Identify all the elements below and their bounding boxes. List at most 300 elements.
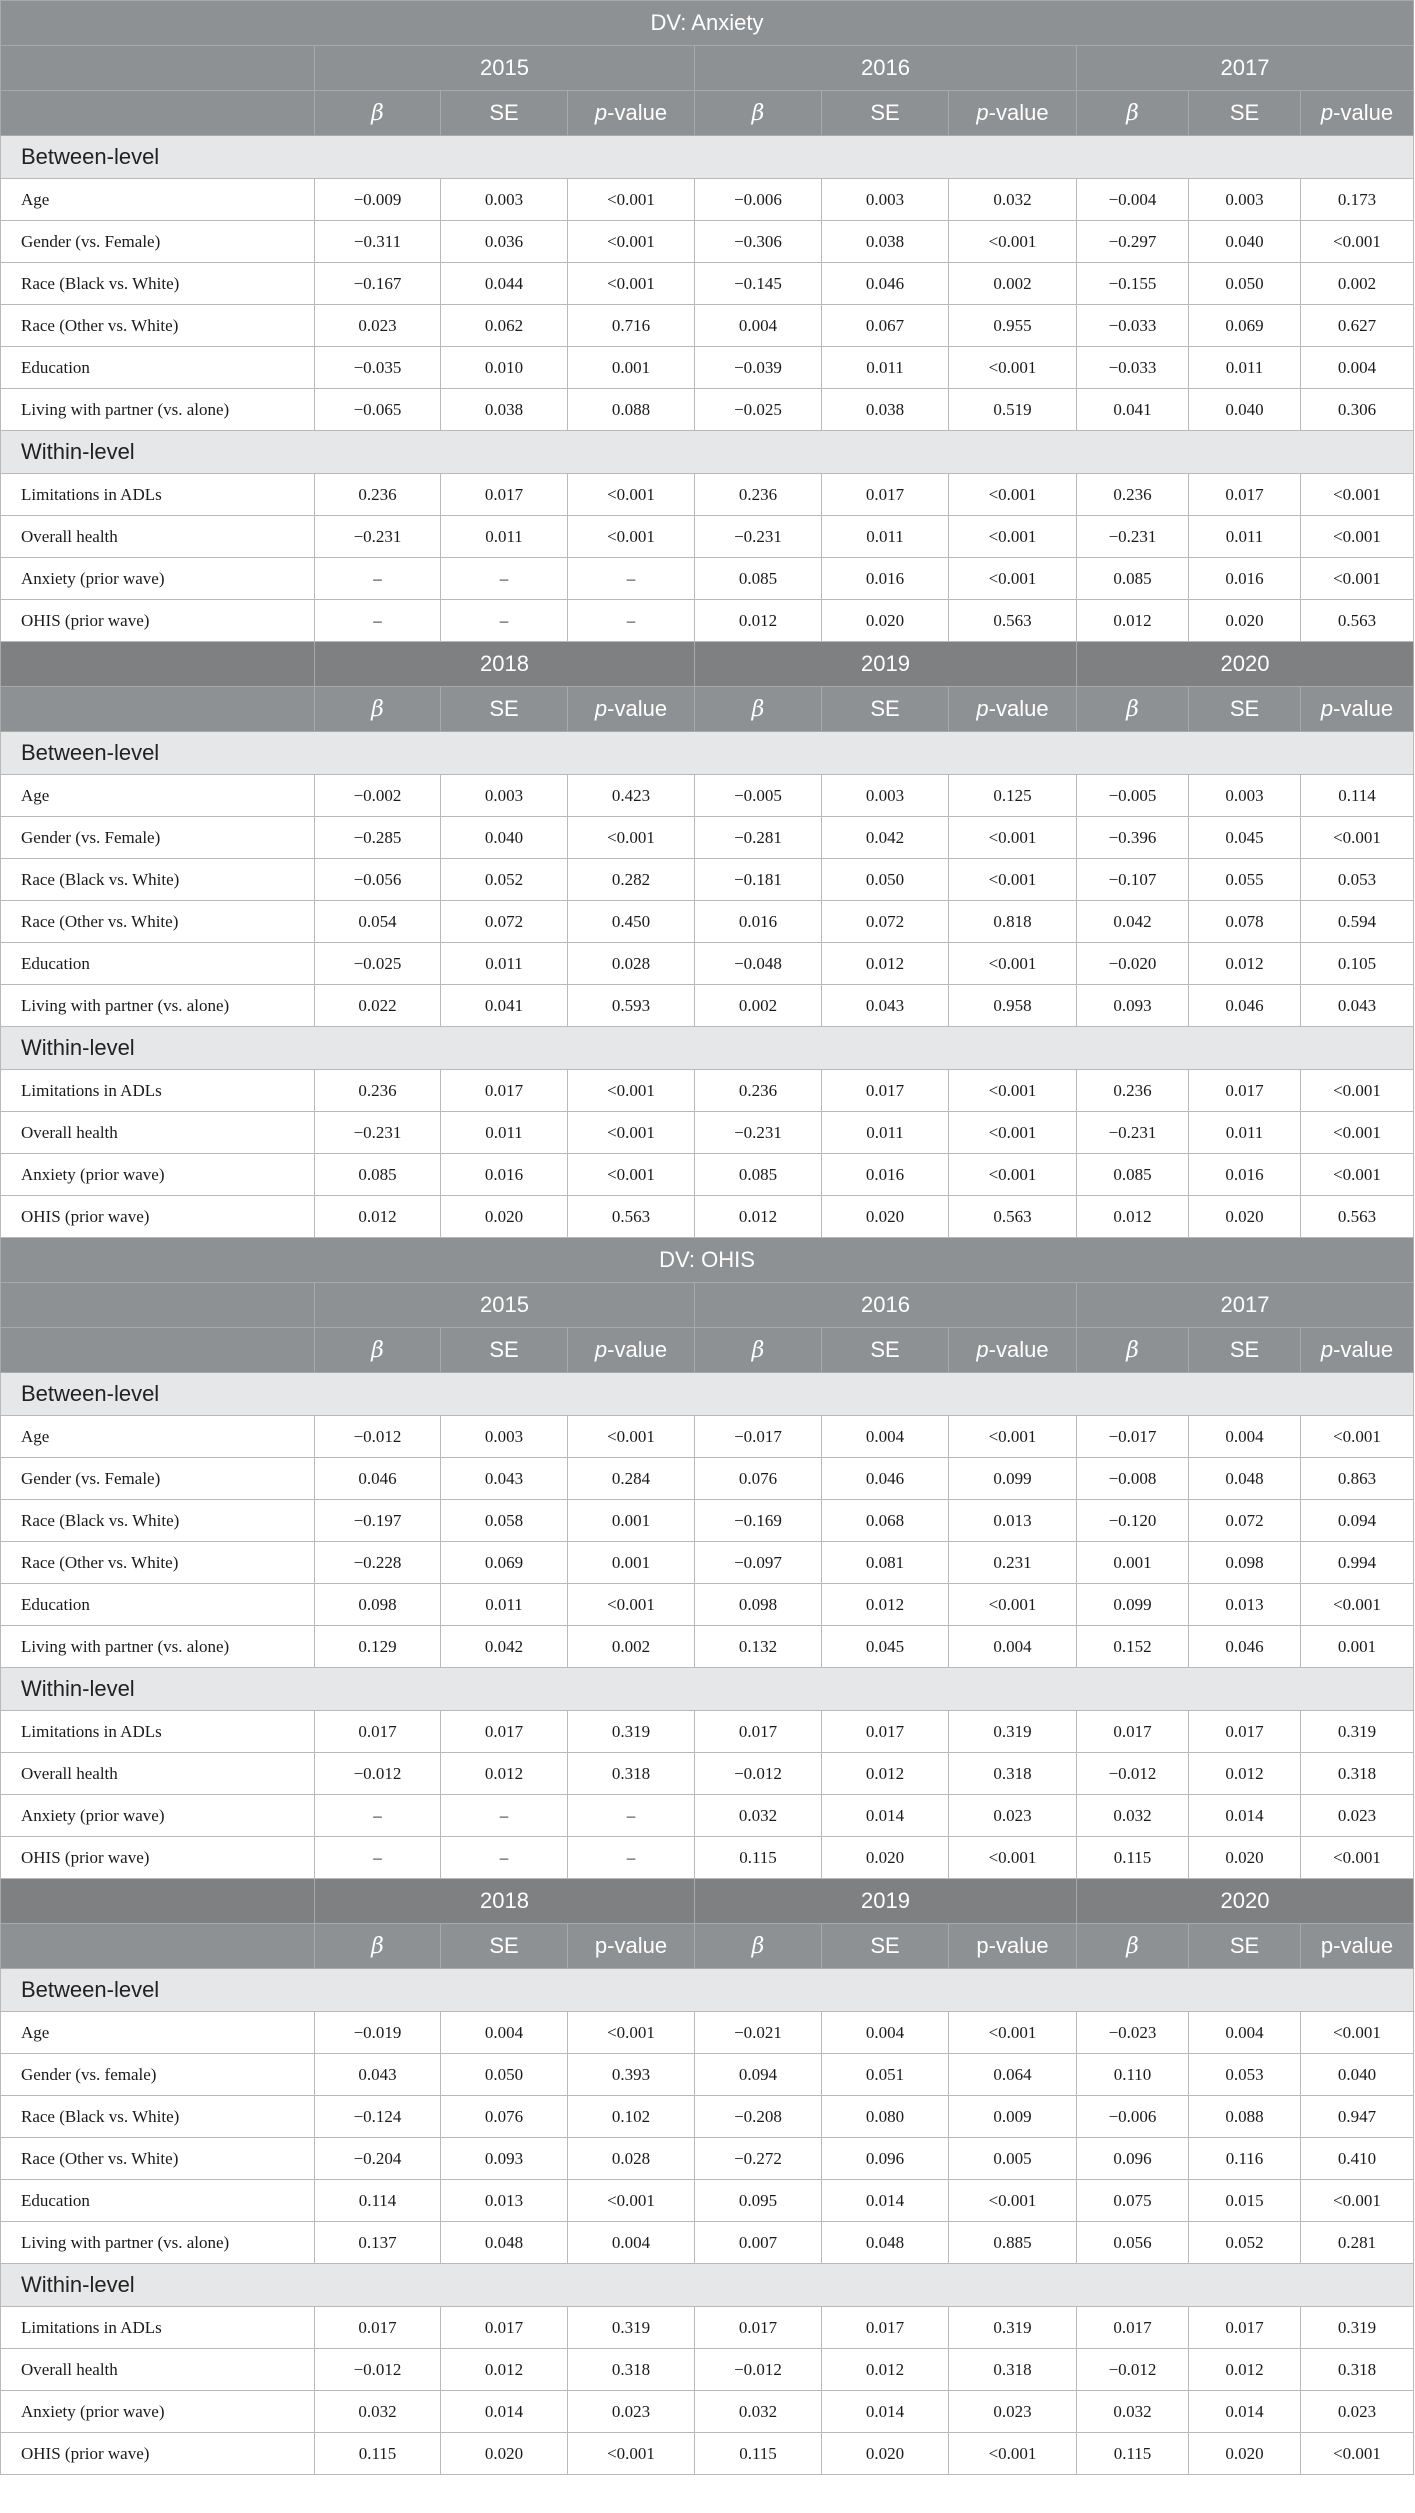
table-cell: 0.085 (1077, 1154, 1189, 1196)
table-cell: 0.013 (441, 2180, 568, 2222)
table-cell: 0.016 (822, 558, 949, 600)
beta-header: β (1077, 687, 1189, 732)
table-cell: 0.282 (568, 859, 695, 901)
p-value-header (1301, 1924, 1414, 1969)
table-row (1, 1753, 1414, 1795)
stat-header-blank (1, 1924, 315, 1969)
table-row (1, 2012, 1414, 2054)
table-cell: 0.563 (949, 1196, 1077, 1238)
table-row (1, 2096, 1414, 2138)
table-row (1, 263, 1414, 305)
table-cell: 0.011 (441, 1584, 568, 1626)
table-cell: <0.001 (949, 1584, 1077, 1626)
table-cell: 0.002 (568, 1626, 695, 1668)
row-label: Age (1, 775, 315, 817)
table-cell: 0.041 (441, 985, 568, 1027)
table-cell: 0.319 (568, 2307, 695, 2349)
table-cell: 0.032 (1077, 2391, 1189, 2433)
table-cell: 0.067 (822, 305, 949, 347)
p-value-header (949, 1328, 1077, 1373)
table-cell: 0.048 (1189, 1458, 1301, 1500)
table-cell: 0.007 (695, 2222, 822, 2264)
table-cell: 0.081 (822, 1542, 949, 1584)
table-cell: −0.012 (1077, 2349, 1189, 2391)
row-label: Age (1, 2012, 315, 2054)
table-cell: 0.054 (315, 901, 441, 943)
table-cell: 0.028 (568, 943, 695, 985)
table-cell: 0.129 (315, 1626, 441, 1668)
row-label: Race (Black vs. White) (1, 859, 315, 901)
table-cell: −0.311 (315, 221, 441, 263)
table-cell: 0.045 (822, 1626, 949, 1668)
table-cell: 0.012 (822, 2349, 949, 2391)
se-header: SE (441, 1328, 568, 1373)
table-cell: 0.038 (822, 389, 949, 431)
beta-header: β (1077, 1328, 1189, 1373)
table-cell: −0.025 (695, 389, 822, 431)
table-cell: −0.107 (1077, 859, 1189, 901)
year-header-blank (1, 46, 315, 91)
table-cell: 0.318 (949, 1753, 1077, 1795)
table-cell: 0.017 (315, 1711, 441, 1753)
p-value-header (949, 687, 1077, 732)
table-cell: −0.006 (1077, 2096, 1189, 2138)
table-cell: 0.002 (1301, 263, 1414, 305)
table-cell: <0.001 (949, 943, 1077, 985)
table-cell: −0.231 (1077, 1112, 1189, 1154)
section-title: Within-level (1, 2264, 1414, 2307)
table-cell: – (441, 558, 568, 600)
table-row (1, 1112, 1414, 1154)
table-cell: 0.072 (441, 901, 568, 943)
table-cell: −0.006 (695, 179, 822, 221)
table-row (1, 179, 1414, 221)
table-cell: 0.032 (695, 2391, 822, 2433)
table-cell: – (315, 1795, 441, 1837)
table-cell: 0.958 (949, 985, 1077, 1027)
table-cell: −0.009 (315, 179, 441, 221)
table-row (1, 221, 1414, 263)
table-cell: 0.088 (1189, 2096, 1301, 2138)
table-cell: −0.019 (315, 2012, 441, 2054)
year-header: 2015 (315, 1283, 695, 1328)
table-cell: 0.132 (695, 1626, 822, 1668)
table-cell: 0.098 (315, 1584, 441, 1626)
row-label: Age (1, 1416, 315, 1458)
table-cell: 0.004 (822, 2012, 949, 2054)
table-cell: 0.003 (822, 179, 949, 221)
p-value-header-p: p (1320, 100, 1334, 125)
table-row (1, 1458, 1414, 1500)
row-label: Anxiety (prior wave) (1, 1795, 315, 1837)
year-header: 2019 (695, 642, 1077, 687)
dv-title-row (1, 1238, 1414, 1283)
stat-header-blank (1, 91, 315, 136)
table-row (1, 901, 1414, 943)
p-value-header-p: p (594, 696, 608, 721)
table-row (1, 1196, 1414, 1238)
table-cell: 0.947 (1301, 2096, 1414, 2138)
section-title: Between-level (1, 1373, 1414, 1416)
table-cell: 0.393 (568, 2054, 695, 2096)
table-cell: 0.004 (1301, 347, 1414, 389)
table-cell: 0.016 (441, 1154, 568, 1196)
table-cell: 0.410 (1301, 2138, 1414, 2180)
table-row (1, 1070, 1414, 1112)
row-label: Education (1, 347, 315, 389)
table-cell: <0.001 (1301, 1584, 1414, 1626)
table-cell: 0.011 (441, 943, 568, 985)
table-cell: −0.020 (1077, 943, 1189, 985)
table-cell: 0.236 (695, 474, 822, 516)
table-cell: 0.594 (1301, 901, 1414, 943)
table-cell: 0.450 (568, 901, 695, 943)
table-cell: 0.014 (822, 2180, 949, 2222)
table-cell: 0.058 (441, 1500, 568, 1542)
table-cell: – (568, 1837, 695, 1879)
table-cell: 0.017 (441, 1711, 568, 1753)
table-cell: 0.051 (822, 2054, 949, 2096)
table-cell: 0.011 (1189, 347, 1301, 389)
table-cell: 0.046 (822, 263, 949, 305)
row-label: Living with partner (vs. alone) (1, 389, 315, 431)
table-cell: 0.017 (441, 2307, 568, 2349)
table-cell: <0.001 (1301, 2180, 1414, 2222)
table-cell: 0.012 (315, 1196, 441, 1238)
table-cell: 0.041 (1077, 389, 1189, 431)
table-cell: −0.012 (315, 1753, 441, 1795)
year-header-row (1, 642, 1414, 687)
p-value-header-suffix: -value (607, 1337, 668, 1362)
table-cell: 0.125 (949, 775, 1077, 817)
table-cell: 0.115 (695, 1837, 822, 1879)
table-cell: 0.003 (441, 775, 568, 817)
table-cell: 0.137 (315, 2222, 441, 2264)
table-cell: <0.001 (949, 1112, 1077, 1154)
p-value-header-p: p (976, 696, 989, 721)
table-cell: <0.001 (1301, 1837, 1414, 1879)
p-value-header-p: p (976, 100, 989, 125)
table-cell: 0.043 (315, 2054, 441, 2096)
table-cell: 0.080 (822, 2096, 949, 2138)
se-header: SE (822, 687, 949, 732)
table-row (1, 943, 1414, 985)
table-cell: 0.085 (315, 1154, 441, 1196)
table-cell: 0.048 (441, 2222, 568, 2264)
table-cell: – (441, 1795, 568, 1837)
table-cell: <0.001 (568, 1112, 695, 1154)
table-cell: 0.072 (1189, 1500, 1301, 1542)
row-label: Limitations in ADLs (1, 2307, 315, 2349)
table-cell: 0.012 (822, 1584, 949, 1626)
table-row (1, 1500, 1414, 1542)
table-cell: 0.096 (822, 2138, 949, 2180)
section-header-row (1, 1373, 1414, 1416)
p-value-header-suffix: -value (1333, 1337, 1394, 1362)
table-cell: 0.038 (441, 389, 568, 431)
table-cell: 0.281 (1301, 2222, 1414, 2264)
table-cell: −0.005 (1077, 775, 1189, 817)
table-cell: 0.020 (441, 1196, 568, 1238)
table-cell: 0.017 (315, 2307, 441, 2349)
row-label: Race (Black vs. White) (1, 2096, 315, 2138)
table-cell: 0.319 (1301, 1711, 1414, 1753)
p-value-header-suffix: -value (607, 696, 668, 721)
row-label: Limitations in ADLs (1, 474, 315, 516)
table-cell: 0.085 (695, 1154, 822, 1196)
table-cell: −0.012 (695, 2349, 822, 2391)
table-cell: 0.004 (568, 2222, 695, 2264)
table-cell: −0.033 (1077, 305, 1189, 347)
table-cell: 0.095 (695, 2180, 822, 2222)
table-cell: −0.025 (315, 943, 441, 985)
se-header: SE (441, 687, 568, 732)
beta-header: β (315, 1328, 441, 1373)
table-cell: 0.020 (1189, 600, 1301, 642)
section-title: Within-level (1, 1668, 1414, 1711)
table-cell: 0.022 (315, 985, 441, 1027)
table-cell: 0.004 (1189, 1416, 1301, 1458)
table-cell: −0.145 (695, 263, 822, 305)
row-label: Living with partner (vs. alone) (1, 1626, 315, 1668)
table-cell: 0.052 (441, 859, 568, 901)
table-cell: 0.043 (1301, 985, 1414, 1027)
p-value-header (568, 1328, 695, 1373)
table-cell: −0.231 (1077, 516, 1189, 558)
table-cell: −0.004 (1077, 179, 1189, 221)
year-header: 2015 (315, 46, 695, 91)
results-table-body (1, 1, 1414, 2475)
year-header-blank (1, 642, 315, 687)
table-cell: 0.040 (1189, 389, 1301, 431)
section-title: Within-level (1, 431, 1414, 474)
table-cell: 0.068 (822, 1500, 949, 1542)
row-label: OHIS (prior wave) (1, 2433, 315, 2475)
table-cell: 0.099 (949, 1458, 1077, 1500)
table-row (1, 305, 1414, 347)
table-cell: 0.017 (822, 2307, 949, 2349)
table-row (1, 985, 1414, 1027)
table-cell: 0.036 (441, 221, 568, 263)
se-header: SE (1189, 91, 1301, 136)
se-header: SE (1189, 687, 1301, 732)
table-cell: 0.017 (1189, 2307, 1301, 2349)
year-header: 2016 (695, 46, 1077, 91)
year-header-blank (1, 1283, 315, 1328)
table-cell: 0.011 (1189, 516, 1301, 558)
section-title: Between-level (1, 1969, 1414, 2012)
table-cell: – (315, 1837, 441, 1879)
table-cell: 0.012 (1189, 2349, 1301, 2391)
table-cell: <0.001 (568, 2012, 695, 2054)
table-cell: 0.098 (695, 1584, 822, 1626)
year-header: 2017 (1077, 1283, 1414, 1328)
table-cell: 0.038 (822, 221, 949, 263)
table-cell: – (568, 1795, 695, 1837)
row-label: Overall health (1, 1112, 315, 1154)
table-row (1, 600, 1414, 642)
table-cell: 0.003 (1189, 775, 1301, 817)
p-value-header (1301, 91, 1414, 136)
table-cell: 0.818 (949, 901, 1077, 943)
year-header-blank (1, 1879, 315, 1924)
table-cell: 0.017 (822, 474, 949, 516)
table-cell: 0.072 (822, 901, 949, 943)
p-value-header (1301, 687, 1414, 732)
table-cell: 0.236 (315, 474, 441, 516)
table-cell: <0.001 (568, 1154, 695, 1196)
p-value-header-p: p (594, 1337, 608, 1362)
table-cell: 0.011 (1189, 1112, 1301, 1154)
table-cell: 0.052 (1189, 2222, 1301, 2264)
table-cell: 0.017 (441, 1070, 568, 1112)
row-label: Overall health (1, 1753, 315, 1795)
table-cell: 0.053 (1301, 859, 1414, 901)
table-row (1, 1154, 1414, 1196)
table-cell: 0.020 (822, 1837, 949, 1879)
section-header-row (1, 732, 1414, 775)
table-cell: −0.272 (695, 2138, 822, 2180)
table-cell: 0.004 (949, 1626, 1077, 1668)
table-cell: <0.001 (568, 2433, 695, 2475)
table-row (1, 347, 1414, 389)
p-value-header-suffix: -value (988, 1337, 1049, 1362)
stat-header-blank (1, 1328, 315, 1373)
table-cell: 0.863 (1301, 1458, 1414, 1500)
table-cell: 0.023 (315, 305, 441, 347)
table-cell: 0.050 (441, 2054, 568, 2096)
table-cell: <0.001 (949, 859, 1077, 901)
row-label: Anxiety (prior wave) (1, 558, 315, 600)
table-cell: −0.021 (695, 2012, 822, 2054)
table-cell: <0.001 (1301, 221, 1414, 263)
table-cell: −0.056 (315, 859, 441, 901)
table-cell: 0.009 (949, 2096, 1077, 2138)
table-cell: <0.001 (949, 1154, 1077, 1196)
stat-header-blank (1, 687, 315, 732)
table-cell: 0.044 (441, 263, 568, 305)
row-label: Race (Other vs. White) (1, 305, 315, 347)
p-value-header-suffix: -value (988, 100, 1049, 125)
table-cell: 0.284 (568, 1458, 695, 1500)
table-cell: 0.096 (1077, 2138, 1189, 2180)
section-title: Within-level (1, 1027, 1414, 1070)
table-cell: 0.017 (695, 2307, 822, 2349)
table-cell: 0.013 (949, 1500, 1077, 1542)
row-label: Living with partner (vs. alone) (1, 2222, 315, 2264)
table-cell: – (568, 600, 695, 642)
table-row (1, 1711, 1414, 1753)
table-cell: −0.065 (315, 389, 441, 431)
table-cell: 0.040 (1301, 2054, 1414, 2096)
table-cell: <0.001 (949, 221, 1077, 263)
row-label: Limitations in ADLs (1, 1070, 315, 1112)
table-cell: 0.318 (568, 1753, 695, 1795)
table-cell: −0.012 (1077, 1753, 1189, 1795)
table-cell: 0.093 (441, 2138, 568, 2180)
table-cell: 0.115 (315, 2433, 441, 2475)
table-cell: 0.236 (315, 1070, 441, 1112)
table-cell: 0.011 (822, 1112, 949, 1154)
table-cell: 0.069 (441, 1542, 568, 1584)
row-label: Race (Black vs. White) (1, 1500, 315, 1542)
se-header: SE (822, 1328, 949, 1373)
table-cell: 0.563 (1301, 1196, 1414, 1238)
table-cell: 0.011 (822, 516, 949, 558)
table-cell: 0.593 (568, 985, 695, 1027)
row-label: Race (Black vs. White) (1, 263, 315, 305)
table-cell: 0.020 (1189, 1837, 1301, 1879)
table-cell: <0.001 (949, 2012, 1077, 2054)
table-cell: 0.115 (695, 2433, 822, 2475)
section-header-row (1, 1027, 1414, 1070)
table-cell: 0.011 (441, 516, 568, 558)
table-cell: −0.155 (1077, 263, 1189, 305)
table-cell: −0.097 (695, 1542, 822, 1584)
table-cell: 0.093 (1077, 985, 1189, 1027)
table-cell: – (568, 558, 695, 600)
row-label: OHIS (prior wave) (1, 1196, 315, 1238)
table-row (1, 389, 1414, 431)
table-cell: −0.012 (695, 1753, 822, 1795)
table-cell: 0.011 (822, 347, 949, 389)
table-cell: 0.012 (441, 1753, 568, 1795)
table-cell: 0.076 (695, 1458, 822, 1500)
table-cell: 0.011 (441, 1112, 568, 1154)
table-cell: 0.231 (949, 1542, 1077, 1584)
table-cell: <0.001 (1301, 2433, 1414, 2475)
table-row (1, 2391, 1414, 2433)
p-value-header (568, 687, 695, 732)
table-cell: 0.003 (1189, 179, 1301, 221)
table-cell: 0.012 (822, 943, 949, 985)
table-row (1, 2138, 1414, 2180)
table-cell: 0.014 (1189, 2391, 1301, 2433)
table-cell: <0.001 (949, 347, 1077, 389)
table-cell: <0.001 (1301, 1154, 1414, 1196)
table-cell: <0.001 (1301, 1112, 1414, 1154)
table-cell: 0.016 (822, 1154, 949, 1196)
table-cell: 0.017 (1189, 474, 1301, 516)
year-header: 2016 (695, 1283, 1077, 1328)
table-cell: 0.016 (695, 901, 822, 943)
table-cell: 0.043 (822, 985, 949, 1027)
table-cell: −0.012 (315, 1416, 441, 1458)
table-cell: −0.231 (695, 516, 822, 558)
row-label: Limitations in ADLs (1, 1711, 315, 1753)
table-cell: −0.017 (1077, 1416, 1189, 1458)
table-cell: – (315, 600, 441, 642)
table-cell: −0.005 (695, 775, 822, 817)
table-cell: 0.318 (949, 2349, 1077, 2391)
table-cell: 0.078 (1189, 901, 1301, 943)
table-cell: 0.020 (822, 600, 949, 642)
row-label: Overall health (1, 516, 315, 558)
table-row (1, 474, 1414, 516)
row-label: Education (1, 1584, 315, 1626)
table-cell: 0.716 (568, 305, 695, 347)
table-cell: 0.173 (1301, 179, 1414, 221)
year-header: 2020 (1077, 642, 1414, 687)
table-row (1, 2222, 1414, 2264)
table-cell: 0.046 (315, 1458, 441, 1500)
table-cell: – (441, 600, 568, 642)
table-cell: 0.152 (1077, 1626, 1189, 1668)
table-row (1, 1584, 1414, 1626)
stat-header-row (1, 687, 1414, 732)
table-row (1, 859, 1414, 901)
table-cell: <0.001 (568, 516, 695, 558)
